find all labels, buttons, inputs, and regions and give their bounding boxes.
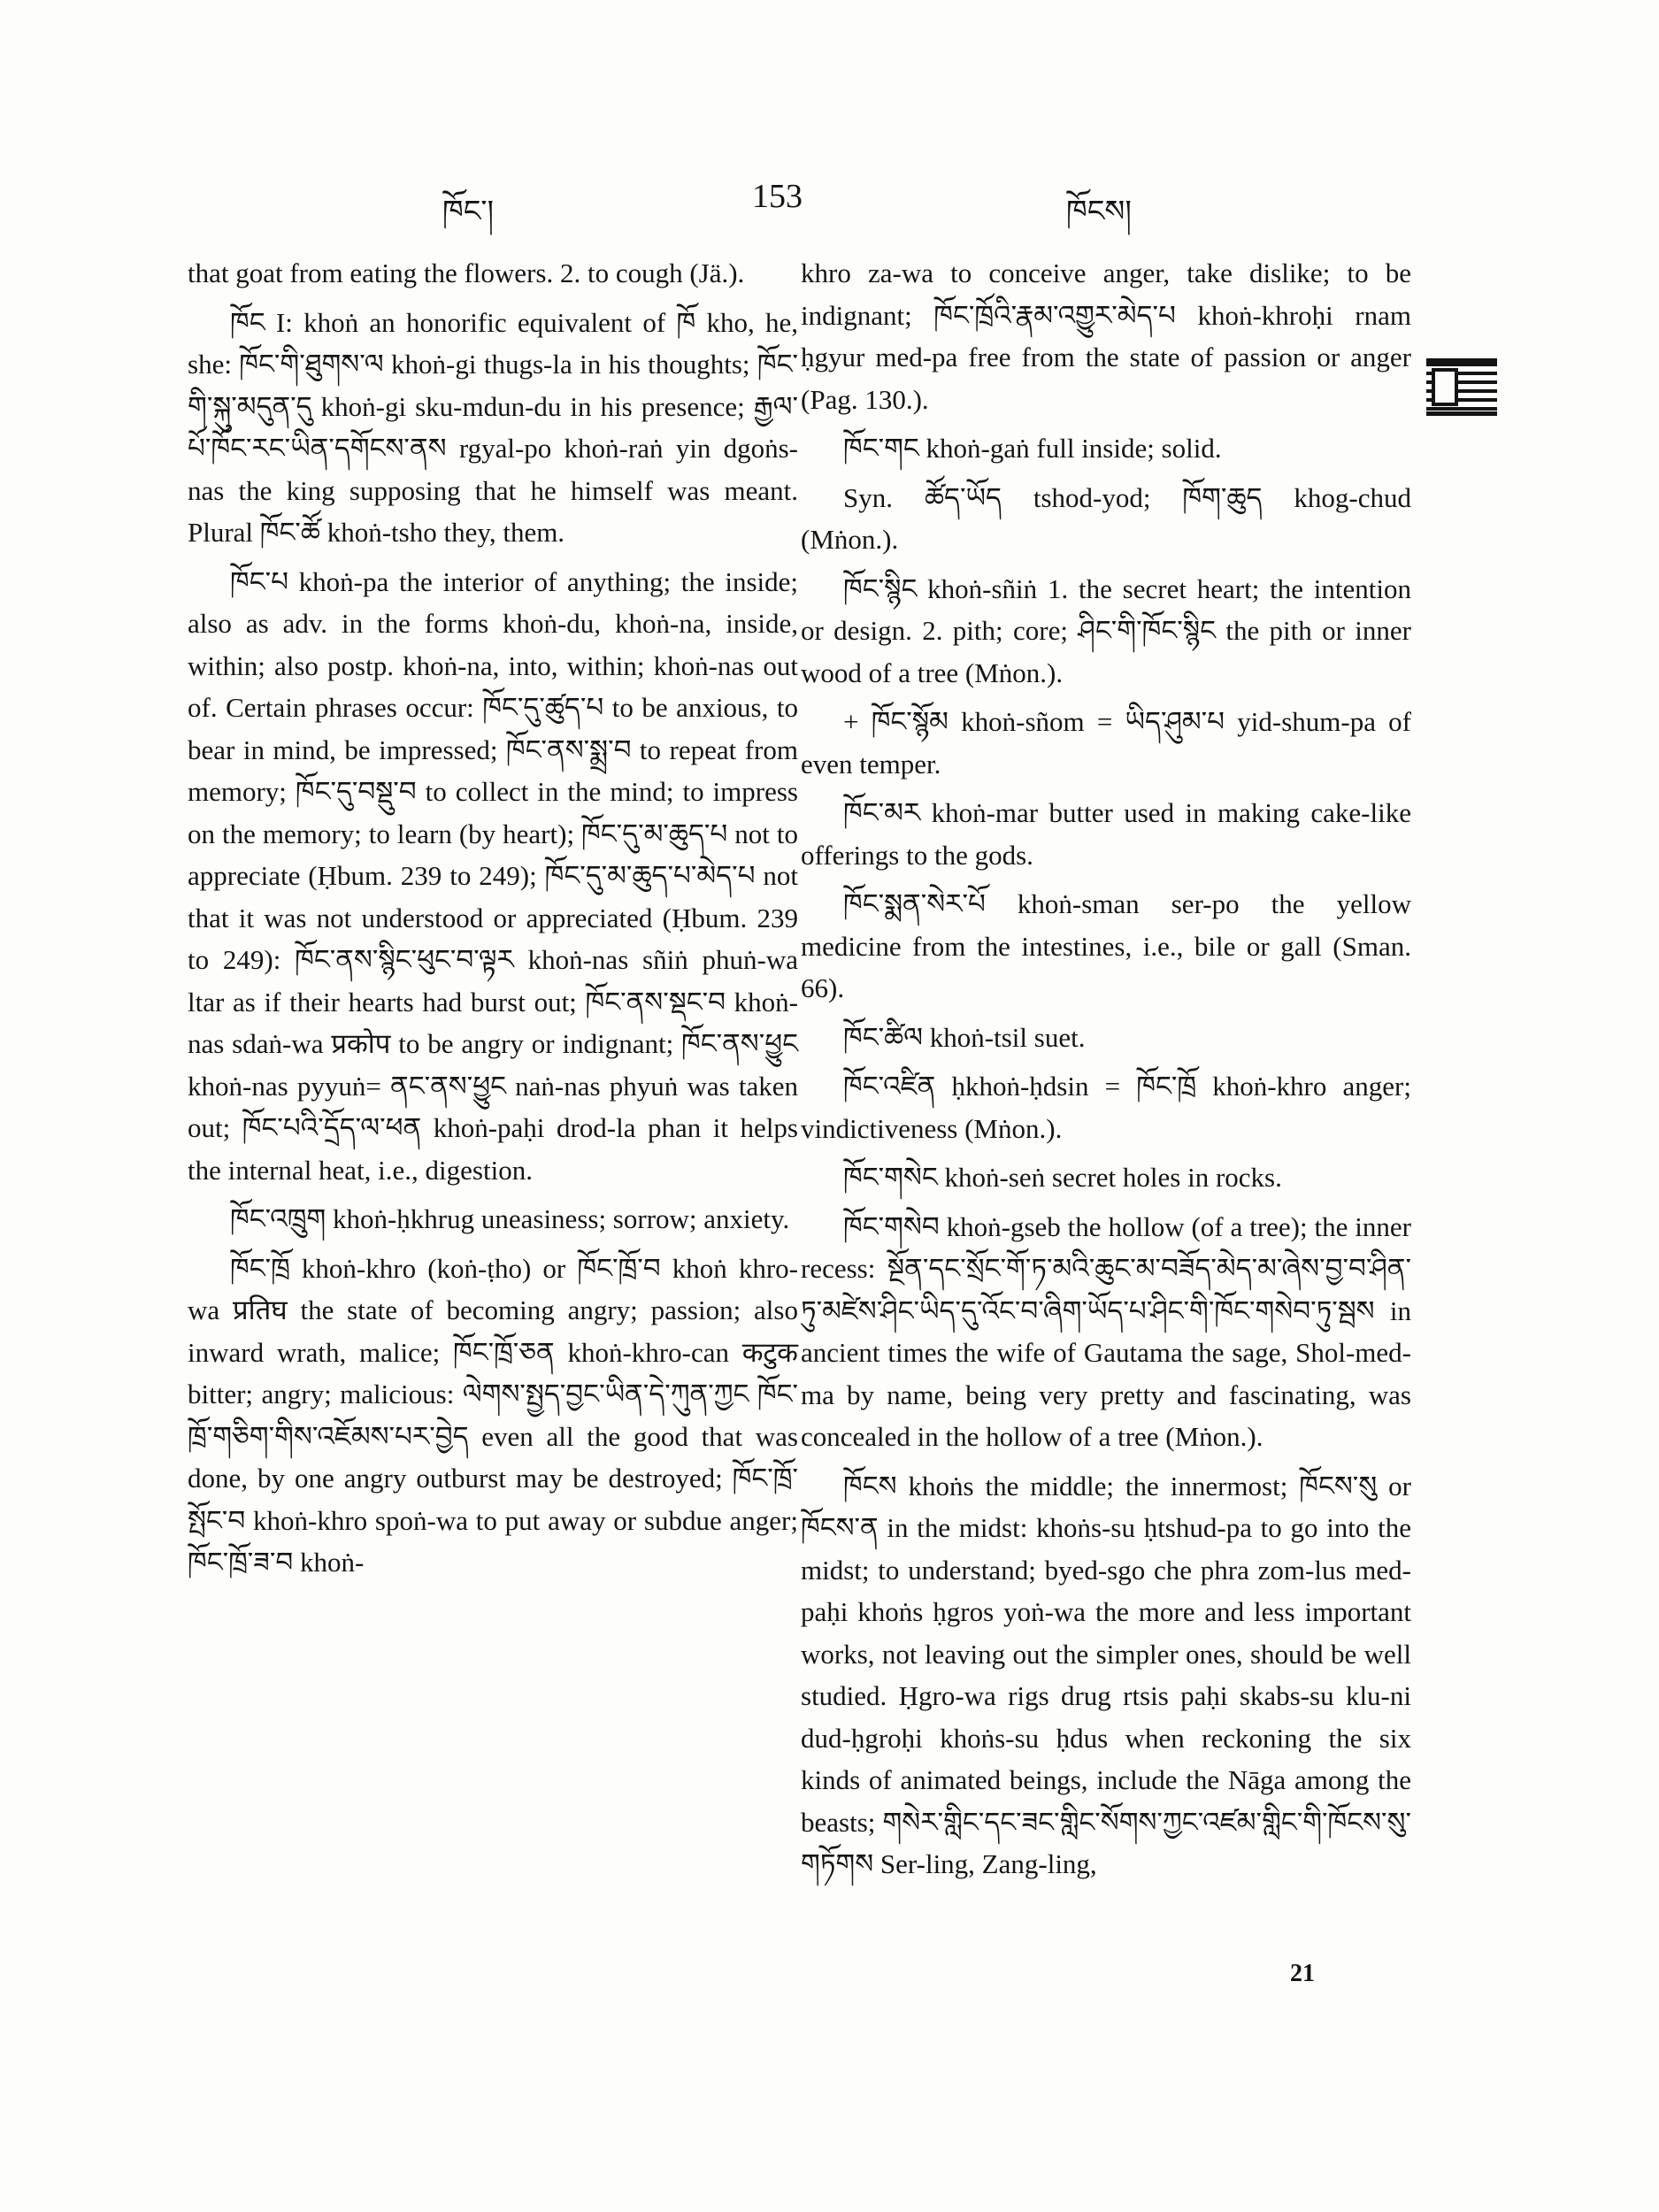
entry-paragraph: Syn. ཚོད་ཡོད tshod-yod; ཁོག་ཆུད khog-chud (Mṅon.). — [801, 481, 1411, 555]
entry-paragraph: ཁོང་ཁྲོ khoṅ-khro (koṅ-ṭho) or ཁོང་ཁྲོ་བ khoṅ khro-wa प्रतिघ the state of becoming angry; passion; also inward wrath, malice; ཁོང་ཁྲོ་ཅན khoṅ-khro-can कटुक bitter; angry; malicious: ལེགས་སྤྱད་བྱང་ཡིན་དེ་ཀུན་ཀྱང ཁོང་ཁྲོ་གཅིག་གིས་འཇོམས་པར་བྱེད even all the good that was done, by one angry outburst may be destroyed; ཁོང་ཁྲོ་སྤོང་བ khoṅ-khro spoṅ-wa to put away or subdue anger; ཁོང་ཁྲོ་ཟ་བ khoṅ- — [188, 1252, 798, 1578]
right-column — [801, 252, 1411, 1893]
page-number: 153 — [752, 178, 803, 215]
entry-paragraph: that goat from eating the flowers. 2. to cough (Jä.). — [188, 257, 745, 288]
entry-paragraph: + ཁོང་སྙོམ khoṅ-sñom = ཡིད་ཤུམ་པ yid-shum-pa of even temper. — [801, 706, 1411, 780]
left-column — [188, 252, 798, 1591]
right-running-headword: ཁོངས། — [1066, 194, 1132, 229]
entry-paragraph: ཁོངས khoṅs the middle; the innermost; ཁོངས་སུ or ཁོངས་ན in the midst: khoṅs-su ḥtshud-pa to go into the midst; to understand; byed-sgo che phra zom-lus med-paḥi khoṅs ḥgros yoṅ-wa the more and less important works, not leaving out the simpler ones, should be well studied. Ḥgro-wa rigs drug rtsis paḥi skabs-su klu-ni dud-ḥgroḥi khoṅs-su ḥdus when reckoning the six kinds of animated beings, include the Nāga among the beasts; གསེར་གླིང་དང་ཟང་གླིང་སོགས་ཀྱང་འཛམ་གླིང་གི་ཁོངས་སུ་གཏོགས Ser-ling, Zang-ling, — [801, 1470, 1411, 1879]
left-running-headword: ཁོང་། — [442, 194, 495, 229]
entry-paragraph: ཁོང་སྙིང khoṅ-sñiṅ 1. the secret heart; the intention or design. 2. pith; core; ཤིང་གི་ཁོང་སྙིང the pith or inner wood of a tree (Mṅon.). — [801, 572, 1411, 688]
entry-paragraph: ཁོང་མར khoṅ-mar butter used in making cake-like offerings to the gods. — [801, 797, 1411, 871]
entry-paragraph: ཁོང་འཁྲུག khoṅ-ḥkhrug uneasiness; sorrow; anxiety. — [230, 1203, 790, 1234]
entry-paragraph: ཁོང I: khoṅ an honorific equivalent of ཁོ kho, he, she: ཁོང་གི་ཐུགས་ལ khoṅ-gi thugs-la in his thoughts; ཁོང་གི་སྐུ་མདུན་དུ khoṅ-gi sku-mdun-du in his presence; རྒྱལ་པོ་ཁོང་རང་ཡིན་དགོངས་ནས rgyal-po khoṅ-raṅ yin dgoṅs-nas the king supposing that he himself was meant. Plural ཁོང་ཚོ khoṅ-tsho they, them. — [188, 306, 798, 548]
entry-paragraph: ཁོང་གསེང khoṅ-seṅ secret holes in rocks. — [843, 1162, 1282, 1193]
entry-paragraph: ཁོང་གང khoṅ-gaṅ full inside; solid. — [843, 433, 1222, 464]
entry-paragraph: ཁོང་འཛིན ḥkhoṅ-ḥdsin = ཁོང་ཁྲོ khoṅ-khro anger; vindictiveness (Mṅon.). — [801, 1071, 1411, 1144]
thumb-index-icon — [1426, 358, 1497, 416]
entry-paragraph: ཁོང་ཚིལ khoṅ-tsil suet. — [843, 1021, 1086, 1053]
page-header — [0, 177, 1659, 230]
entry-paragraph: ཁོང་གསེབ khoṅ-gseb the hollow (of a tree); the inner recess: སྔོན་དང་སྲོང་གོ་ཏ་མའི་ཆུང་མ་བཟོད་མེད་མ་ཞེས་བྱ་བ་ཤིན་ཏུ་མཛེས་ཤིང་ཡིད་དུ་འོང་བ་ཞིག་ཡོད་པ་ཤིང་གི་ཁོང་གསེབ་ཏུ་སྦས in ancient times the wife of Gautama the sage, Shol-med-ma by name, being very pretty and fascinating, was concealed in the hollow of a tree (Mṅon.). — [801, 1210, 1411, 1452]
entry-paragraph: ཁོང་སྨན་སེར་པོ khoṅ-sman ser-po the yellow medicine from the intestines, i.e., bile or gall (Sman. 66). — [801, 888, 1411, 1003]
signature-mark: 21 — [1290, 1960, 1315, 1987]
entry-paragraph: khro za-wa to conceive anger, take dislike; to be indignant; ཁོང་ཁྲོའི་རྣམ་འགྱུར་མེད་པ khoṅ-khroḥi rnam ḥgyur med-pa free from the state of passion or anger (Pag. 130.). — [801, 257, 1411, 415]
entry-paragraph: ཁོང་པ khoṅ-pa the interior of anything; the inside; also as adv. in the forms khoṅ-du, khoṅ-na, inside, within; also postp. khoṅ-na, into, within; khoṅ-nas out of. Certain phrases occur: ཁོང་དུ་ཚུད་པ to be anxious, to bear in mind, be impressed; ཁོང་ནས་སྨྲ་བ to repeat from memory; ཁོང་དུ་བསྡུ་བ to collect in the mind; to impress on the memory; to learn (by heart); ཁོང་དུ་མ་ཆུད་པ not to appreciate (Ḥbum. 239 to 249); ཁོང་དུ་མ་ཆུད་པ་མེད་པ not that it was not understood or appreciated (Ḥbum. 239 to 249): ཁོང་ནས་སྙིང་ཕུང་བ་ལྟར khoṅ-nas sñiṅ phuṅ-wa ltar as if their hearts had burst out; ཁོང་ནས་སྡང་བ khoṅ-nas sdaṅ-wa प्रकोप to be angry or indignant; ཁོང་ནས་ཕྱུང khoṅ-nas pyyuṅ= ནང་ནས་ཕྱུང naṅ-nas phyuṅ was taken out; ཁོང་པའི་དྲོད་ལ་ཕན khoṅ-paḥi drod-la phan it helps the internal heat, i.e., digestion. — [188, 565, 798, 1186]
